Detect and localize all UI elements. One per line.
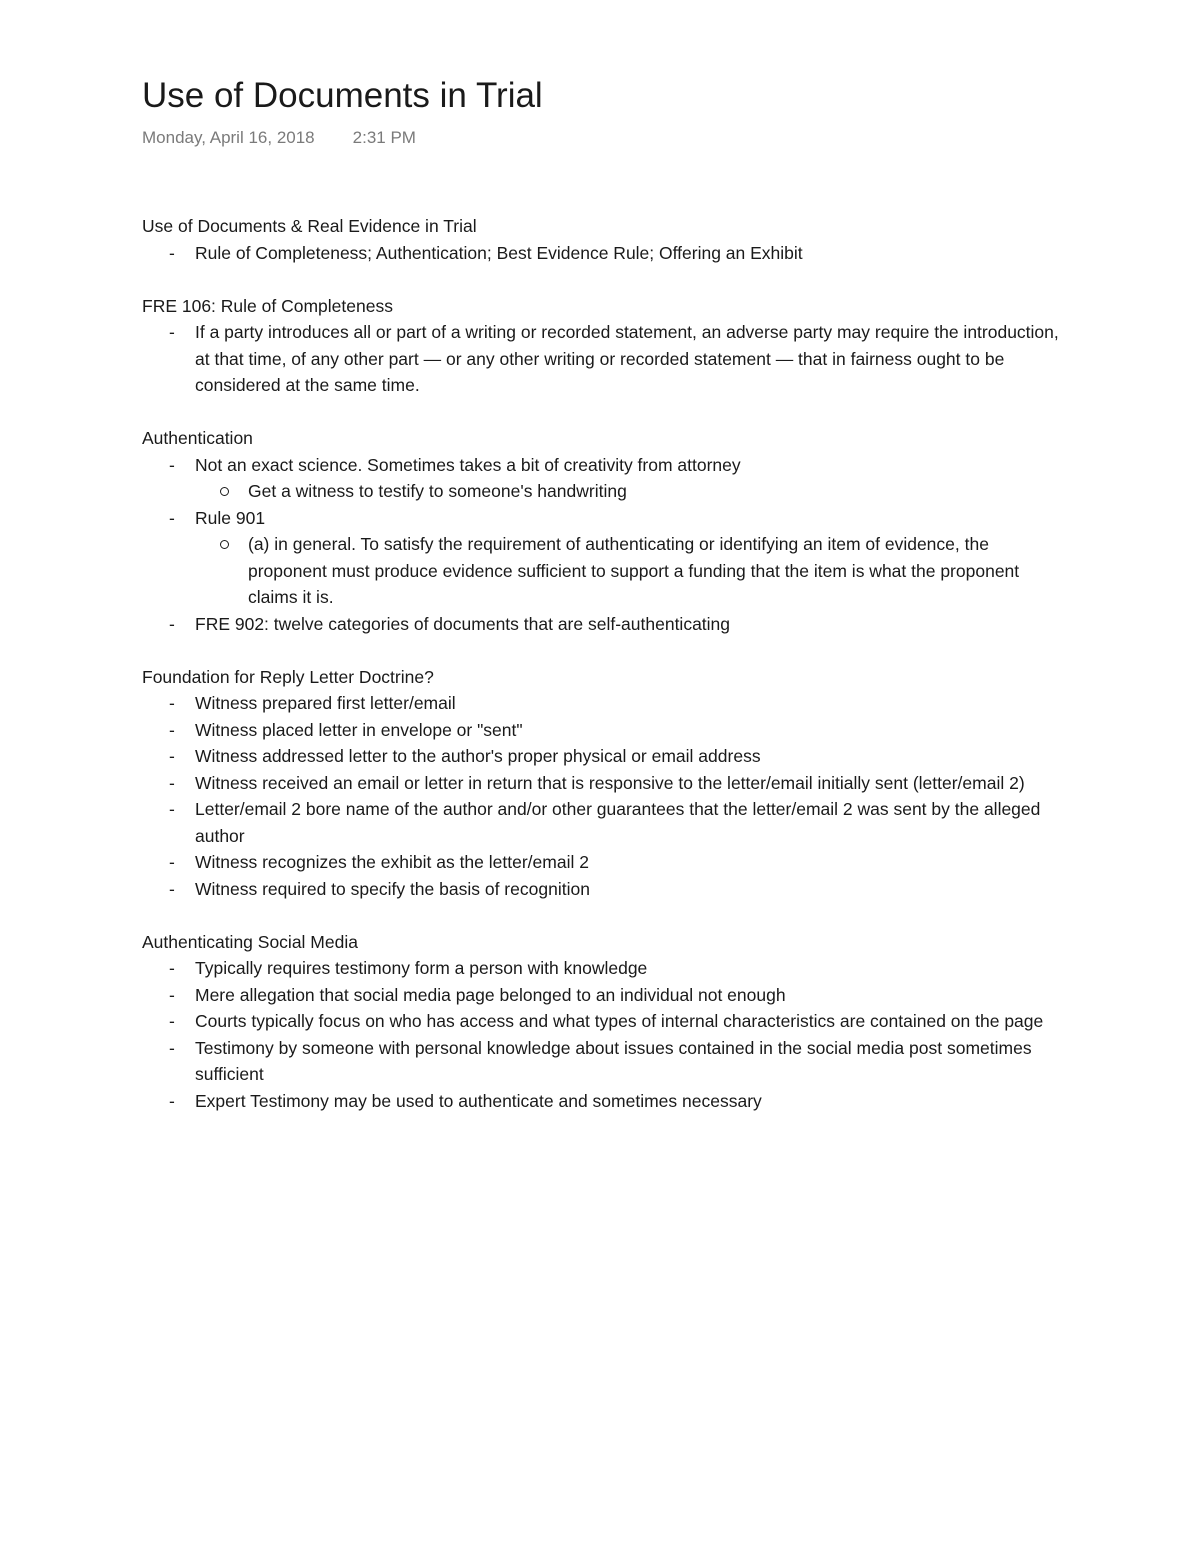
bullet-text: Get a witness to testify to someone's handwriting — [248, 481, 627, 501]
dash-bullet-icon: - — [169, 454, 175, 475]
bullet-text: If a party introduces all or part of a writing or recorded statement, an adverse party may require the introduction, at that time, of any other part — or any other writing or recorded statement — that in fairness ought to be considered at the same time. — [195, 322, 1059, 395]
bullet-text: Mere allegation that social media page belonged to an individual not enough — [195, 984, 786, 1005]
bullet-text: Expert Testimony may be used to authenticate and sometimes necessary — [195, 1090, 762, 1111]
dash-bullet-icon: - — [169, 507, 175, 528]
bullet-item — [142, 982, 1062, 1009]
dash-bullet-icon: - — [169, 746, 175, 766]
bullet-text: Rule 901 — [195, 507, 266, 528]
dash-bullet-icon: - — [169, 1090, 175, 1111]
dash-bullet-icon: - — [169, 719, 175, 740]
section-heading: FRE 106: Rule of Completeness — [142, 295, 393, 316]
bullet-text: Courts typically focus on who has access and what types of internal characteristics are contained on the page — [195, 1011, 1044, 1031]
bullet-text: Not an exact science. Sometimes takes a bit of creativity from attorney — [195, 454, 741, 475]
bullet-text: (a) in general. To satisfy the requirement of authenticating or identifying an item of evidence, the proponent must produce evidence sufficient to support a funding that the item is what the proponent claims it is. — [248, 534, 1020, 607]
bullet-text: Witness recognizes the exhibit as the letter/email 2 — [195, 852, 589, 872]
page-title: Use of Documents in Trial — [142, 76, 543, 115]
circle-bullet-icon — [220, 540, 229, 549]
bullet-text: Witness prepared first letter/email — [195, 693, 456, 713]
bullet-item — [142, 611, 1062, 638]
bullet-item — [142, 690, 1062, 717]
note-section — [142, 425, 1062, 637]
section-heading: Authentication — [142, 428, 253, 448]
section-heading: Use of Documents & Real Evidence in Trial — [142, 216, 477, 236]
dash-bullet-icon: - — [169, 322, 175, 342]
sub-bullet-item — [142, 531, 1062, 611]
bullet-item — [142, 505, 1062, 532]
bullet-item — [142, 1008, 1062, 1035]
bullet-text: Testimony by someone with personal knowledge about issues contained in the social media post sometimes sufficient — [195, 1037, 1032, 1084]
section-heading: Authenticating Social Media — [142, 931, 358, 952]
bullet-item — [142, 876, 1062, 903]
note-section — [142, 213, 1062, 266]
bullet-text: FRE 902: twelve categories of documents that are self-authenticating — [195, 613, 731, 634]
bullet-item — [142, 717, 1062, 744]
note-metadata — [142, 126, 416, 150]
dash-bullet-icon: - — [169, 242, 175, 263]
dash-bullet-icon: - — [169, 799, 175, 819]
bullet-item — [142, 1035, 1062, 1088]
dash-bullet-icon: - — [169, 984, 175, 1005]
dash-bullet-icon: - — [169, 1011, 175, 1031]
bullet-item — [142, 743, 1062, 770]
dash-bullet-icon: - — [169, 958, 175, 978]
dash-bullet-icon: - — [169, 852, 175, 872]
note-date: Monday, April 16, 2018 — [142, 128, 315, 147]
note-section — [142, 664, 1062, 903]
note-section — [142, 929, 1062, 1115]
bullet-item — [142, 955, 1062, 982]
dash-bullet-icon: - — [169, 693, 175, 713]
bullet-item — [142, 452, 1062, 479]
dash-bullet-icon: - — [169, 613, 175, 634]
bullet-item — [142, 796, 1062, 849]
note-time: 2:31 PM — [352, 128, 416, 147]
section-heading: Foundation for Reply Letter Doctrine? — [142, 666, 434, 687]
bullet-item — [142, 849, 1062, 876]
bullet-item — [142, 770, 1062, 797]
note-body — [142, 213, 1062, 1141]
bullet-text: Rule of Completeness; Authentication; Best Evidence Rule; Offering an Exhibit — [195, 242, 803, 263]
dash-bullet-icon: - — [169, 878, 175, 899]
bullet-text: Witness received an email or letter in return that is responsive to the letter/email initially sent (letter/email 2) — [195, 772, 1025, 793]
circle-bullet-icon — [220, 487, 229, 496]
bullet-text: Witness addressed letter to the author's proper physical or email address — [195, 746, 761, 766]
sub-bullet-item — [142, 478, 1062, 505]
dash-bullet-icon: - — [169, 1037, 175, 1058]
bullet-text: Letter/email 2 bore name of the author and/or other guarantees that the letter/email 2 was sent by the alleged author — [195, 799, 1041, 846]
bullet-item — [142, 240, 1062, 267]
bullet-item — [142, 319, 1062, 399]
note-section — [142, 293, 1062, 399]
bullet-text: Witness required to specify the basis of recognition — [195, 878, 590, 899]
bullet-item — [142, 1088, 1062, 1115]
dash-bullet-icon: - — [169, 772, 175, 793]
bullet-text: Typically requires testimony form a person with knowledge — [195, 958, 648, 978]
bullet-text: Witness placed letter in envelope or "sent" — [195, 719, 523, 740]
